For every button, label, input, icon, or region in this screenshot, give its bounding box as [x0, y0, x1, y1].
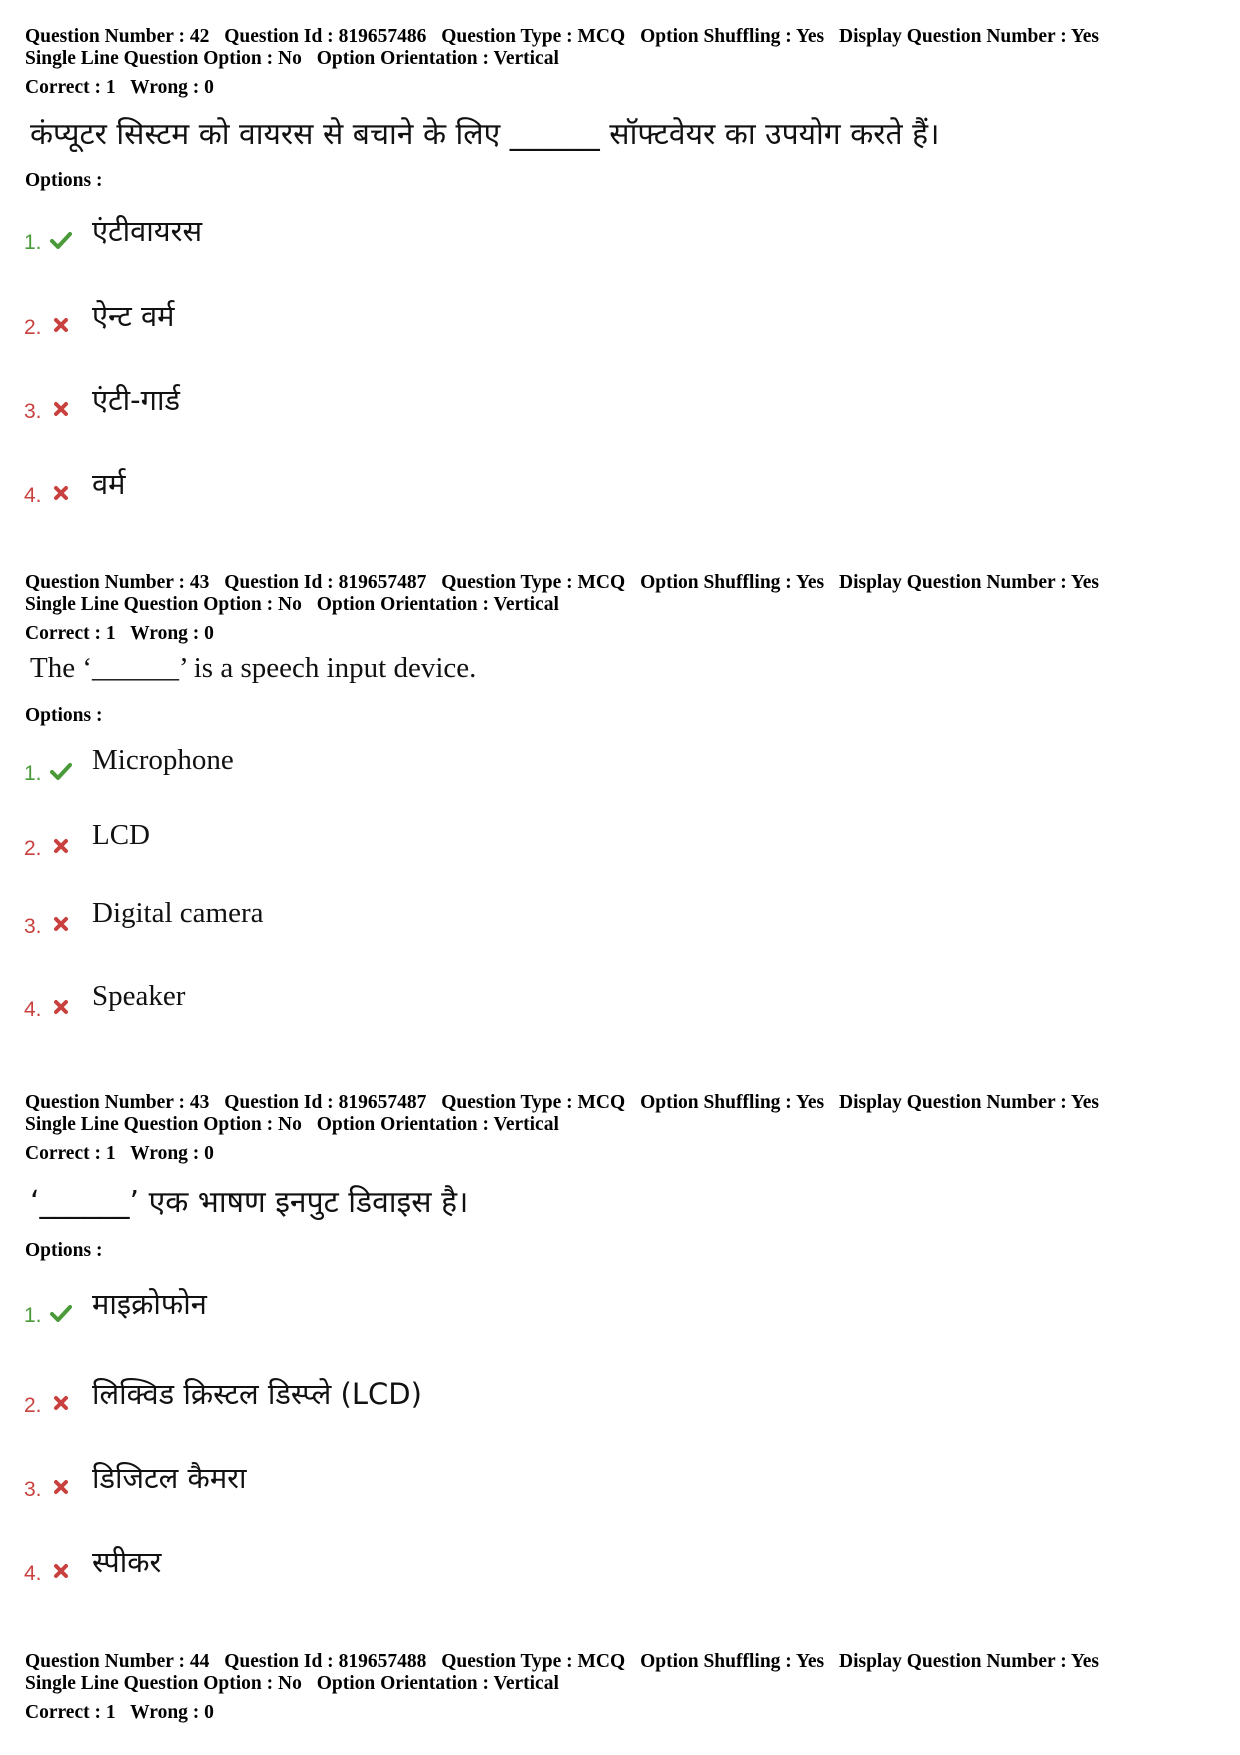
orientation: Vertical — [493, 594, 559, 615]
score-line — [25, 1702, 214, 1724]
question-text: कंप्यूटर सिस्टम को वायरस से बचाने के लिए ______ सॉफ्टवेयर का उपयोग करते हैं। — [30, 117, 940, 152]
option-shuffling-label: Option Shuffling : — [640, 1092, 792, 1113]
wrong-value: 0 — [204, 77, 214, 98]
wrong-value: 0 — [204, 1702, 214, 1723]
orientation-label: Option Orientation : — [316, 1114, 489, 1135]
option-shuffling-label: Option Shuffling : — [640, 572, 792, 593]
cross-icon — [50, 398, 72, 420]
meta-line-1 — [25, 1092, 1099, 1114]
orientation-label: Option Orientation : — [316, 48, 489, 69]
meta-line-2 — [25, 48, 1099, 70]
question-id: 819657486 — [338, 26, 427, 47]
correct-label: Correct : — [25, 623, 101, 644]
cross-icon — [50, 314, 72, 336]
option-text: एंटी-गार्ड — [92, 383, 180, 417]
orientation-label: Option Orientation : — [316, 1673, 489, 1694]
option-number: 3. — [24, 400, 42, 423]
single-line-label: Single Line Question Option : — [25, 594, 274, 615]
option-number: 2. — [24, 1394, 42, 1417]
question-meta — [25, 26, 1099, 70]
options-label: Options : — [25, 705, 103, 726]
option-shuffling-label: Option Shuffling : — [640, 26, 792, 47]
cross-icon — [50, 1392, 72, 1414]
question-type: MCQ — [577, 26, 626, 47]
question-text: ‘______’ एक भाषण इनपुट डिवाइस है। — [30, 1185, 469, 1220]
question-number-label: Question Number : — [25, 1092, 185, 1113]
question-type: MCQ — [577, 1092, 626, 1113]
single-line-label: Single Line Question Option : — [25, 48, 274, 69]
question-type-label: Question Type : — [441, 26, 573, 47]
single-line-label: Single Line Question Option : — [25, 1114, 274, 1135]
single-line: No — [278, 1673, 302, 1694]
orientation-label: Option Orientation : — [316, 594, 489, 615]
display-question-number-label: Display Question Number : — [838, 1092, 1067, 1113]
question-type: MCQ — [577, 572, 626, 593]
question-id-label: Question Id : — [224, 1651, 334, 1672]
question-type: MCQ — [577, 1651, 626, 1672]
question-id-label: Question Id : — [224, 572, 334, 593]
correct-label: Correct : — [25, 1143, 101, 1164]
question-meta — [25, 1092, 1099, 1136]
meta-line-1 — [25, 26, 1099, 48]
display-question-number-label: Display Question Number : — [838, 1651, 1067, 1672]
cross-icon — [50, 996, 72, 1018]
correct-value: 1 — [105, 1143, 116, 1164]
option-text: डिजिटल कैमरा — [92, 1461, 247, 1495]
correct-value: 1 — [105, 623, 116, 644]
question-number-label: Question Number : — [25, 572, 185, 593]
score-line — [25, 1143, 214, 1165]
question-number-label: Question Number : — [25, 26, 185, 47]
correct-label: Correct : — [25, 1702, 101, 1723]
question-number: 43 — [189, 572, 210, 593]
orientation: Vertical — [493, 1114, 559, 1135]
wrong-label: Wrong : — [130, 623, 200, 644]
cross-icon — [50, 913, 72, 935]
single-line: No — [278, 48, 302, 69]
question-id: 819657487 — [338, 1092, 427, 1113]
question-id: 819657487 — [338, 572, 427, 593]
correct-value: 1 — [105, 77, 116, 98]
cross-icon — [50, 1476, 72, 1498]
single-line: No — [278, 1114, 302, 1135]
check-icon — [50, 1302, 72, 1324]
option-number: 3. — [24, 915, 42, 938]
orientation: Vertical — [493, 48, 559, 69]
display-question-number-label: Display Question Number : — [838, 26, 1067, 47]
option-number: 2. — [24, 837, 42, 860]
question-meta — [25, 1651, 1099, 1695]
option-shuffling: Yes — [795, 1092, 825, 1113]
cross-icon — [50, 835, 72, 857]
display-question-number: Yes — [1070, 1651, 1100, 1672]
option-text: LCD — [92, 819, 150, 851]
display-question-number: Yes — [1070, 26, 1100, 47]
option-number: 2. — [24, 316, 42, 339]
option-number: 1. — [24, 231, 42, 254]
option-shuffling: Yes — [795, 572, 825, 593]
question-id-label: Question Id : — [224, 1092, 334, 1113]
question-type-label: Question Type : — [441, 1651, 573, 1672]
question-number: 44 — [189, 1651, 210, 1672]
wrong-label: Wrong : — [130, 77, 200, 98]
option-text: लिक्विड क्रिस्टल डिस्प्ले (LCD) — [92, 1377, 422, 1411]
wrong-label: Wrong : — [130, 1702, 200, 1723]
option-number: 4. — [24, 1562, 42, 1585]
option-text: स्पीकर — [92, 1545, 162, 1579]
option-shuffling: Yes — [795, 1651, 825, 1672]
meta-line-1 — [25, 1651, 1099, 1673]
question-id-label: Question Id : — [224, 26, 334, 47]
question-text: The ‘______’ is a speech input device. — [30, 652, 477, 684]
meta-line-2 — [25, 1114, 1099, 1136]
score-line — [25, 77, 214, 99]
option-text: एंटीवायरस — [92, 214, 203, 248]
wrong-value: 0 — [204, 623, 214, 644]
display-question-number-label: Display Question Number : — [838, 572, 1067, 593]
options-label: Options : — [25, 170, 103, 191]
option-text: Microphone — [92, 744, 234, 776]
cross-icon — [50, 482, 72, 504]
option-number: 4. — [24, 998, 42, 1021]
option-shuffling: Yes — [795, 26, 825, 47]
option-text: ऐन्ट वर्म — [92, 299, 175, 333]
meta-line-1 — [25, 572, 1099, 594]
display-question-number: Yes — [1070, 1092, 1100, 1113]
question-number-label: Question Number : — [25, 1651, 185, 1672]
wrong-label: Wrong : — [130, 1143, 200, 1164]
single-line: No — [278, 594, 302, 615]
option-text: Speaker — [92, 980, 186, 1012]
correct-label: Correct : — [25, 77, 101, 98]
option-text: वर्म — [92, 467, 126, 501]
single-line-label: Single Line Question Option : — [25, 1673, 274, 1694]
score-line — [25, 623, 214, 645]
option-number: 1. — [24, 762, 42, 785]
option-text: माइक्रोफोन — [92, 1287, 207, 1321]
wrong-value: 0 — [204, 1143, 214, 1164]
option-number: 1. — [24, 1304, 42, 1327]
meta-line-2 — [25, 1673, 1099, 1695]
option-number: 3. — [24, 1478, 42, 1501]
question-number: 43 — [189, 1092, 210, 1113]
correct-value: 1 — [105, 1702, 116, 1723]
question-id: 819657488 — [338, 1651, 427, 1672]
question-type-label: Question Type : — [441, 1092, 573, 1113]
option-shuffling-label: Option Shuffling : — [640, 1651, 792, 1672]
check-icon — [50, 229, 72, 251]
options-label: Options : — [25, 1240, 103, 1261]
question-type-label: Question Type : — [441, 572, 573, 593]
question-meta — [25, 572, 1099, 616]
question-number: 42 — [189, 26, 210, 47]
check-icon — [50, 760, 72, 782]
cross-icon — [50, 1560, 72, 1582]
orientation: Vertical — [493, 1673, 559, 1694]
option-number: 4. — [24, 484, 42, 507]
meta-line-2 — [25, 594, 1099, 616]
option-text: Digital camera — [92, 897, 264, 929]
display-question-number: Yes — [1070, 572, 1100, 593]
